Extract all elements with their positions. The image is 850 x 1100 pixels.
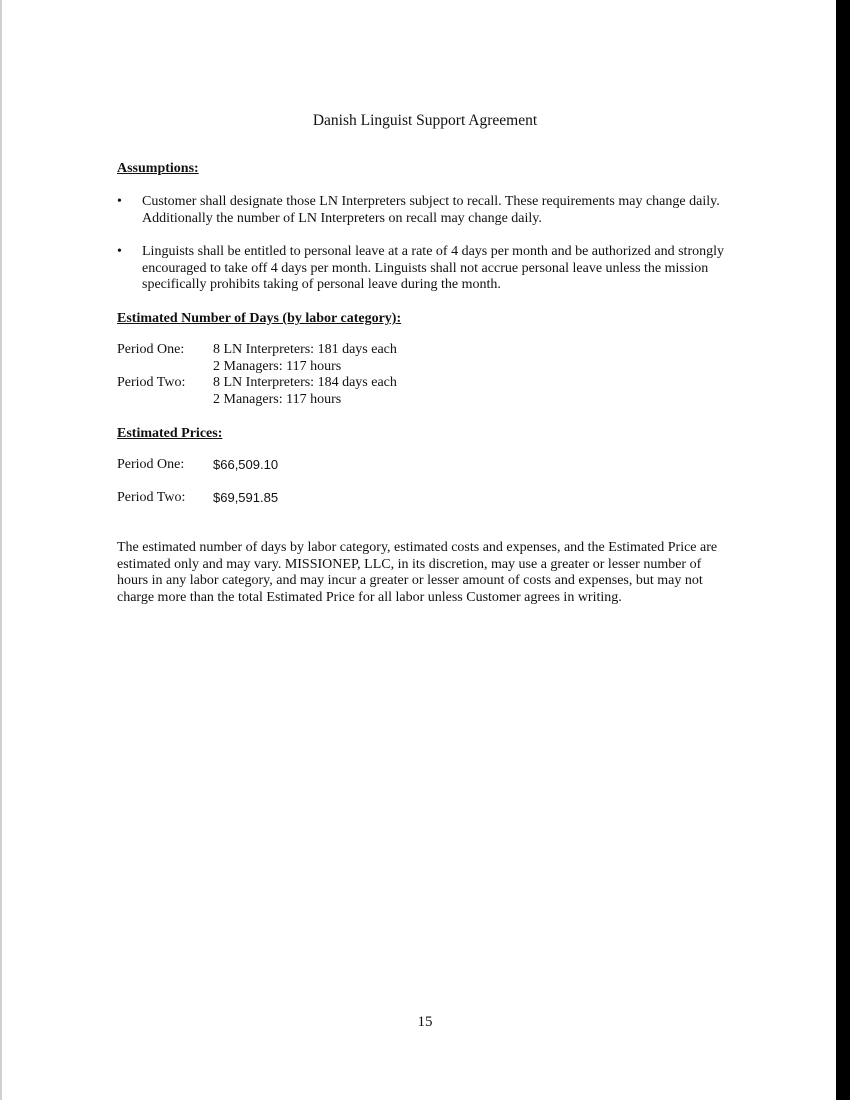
period-label: Period One: [117,457,185,472]
estimated-days-heading: Estimated Number of Days (by labor category): [117,311,402,326]
assumptions-heading: Assumptions: [117,161,199,176]
labor-line: 8 LN Interpreters: 184 days each [213,375,397,390]
bullet-symbol: • [117,194,122,209]
assumption-bullet-item [117,194,732,227]
labor-line: 8 LN Interpreters: 181 days each [213,342,397,357]
bullet-symbol: • [117,244,122,259]
period-label: Period Two: [117,375,186,390]
document-title: Danish Linguist Support Agreement [312,112,538,129]
period-label: Period Two: [117,490,186,505]
period-label: Period One: [117,342,185,357]
estimated-prices-heading: Estimated Prices: [117,426,223,441]
scan-edge-right [836,0,850,1100]
scan-edge-left [0,0,2,1100]
page-number: 15 [417,1014,433,1030]
labor-line: 2 Managers: 117 hours [213,358,342,374]
assumption-bullet-item [117,244,732,294]
assumption-text: Customer shall designate those LN Interpreters subject to recall. These requirements may change daily. Additionally the number of LN Interpreters on recall may change daily. [142,194,720,226]
price-value: $66,509.10 [213,457,279,472]
assumption-text: Linguists shall be entitled to personal leave at a rate of 4 days per month and be authorized and strongly encouraged to take off 4 days per month. Linguists shall not accrue personal leave unless the mission specifically prohibits taking of personal leave during the month. [142,244,724,292]
labor-line: 2 Managers: 117 hours [213,391,342,407]
price-value: $69,591.85 [213,490,279,505]
closing-paragraph: The estimated number of days by labor category, estimated costs and expenses, and the Estimated Price are estimated only and may vary. MISSIONEP, LLC, in its discretion, may use a greater or lesser number of hours in any labor category, and may incur a greater or lesser amount of costs and expenses, but may not charge more than the total Estimated Price for all labor unless Customer agrees in writing. [117,540,718,605]
